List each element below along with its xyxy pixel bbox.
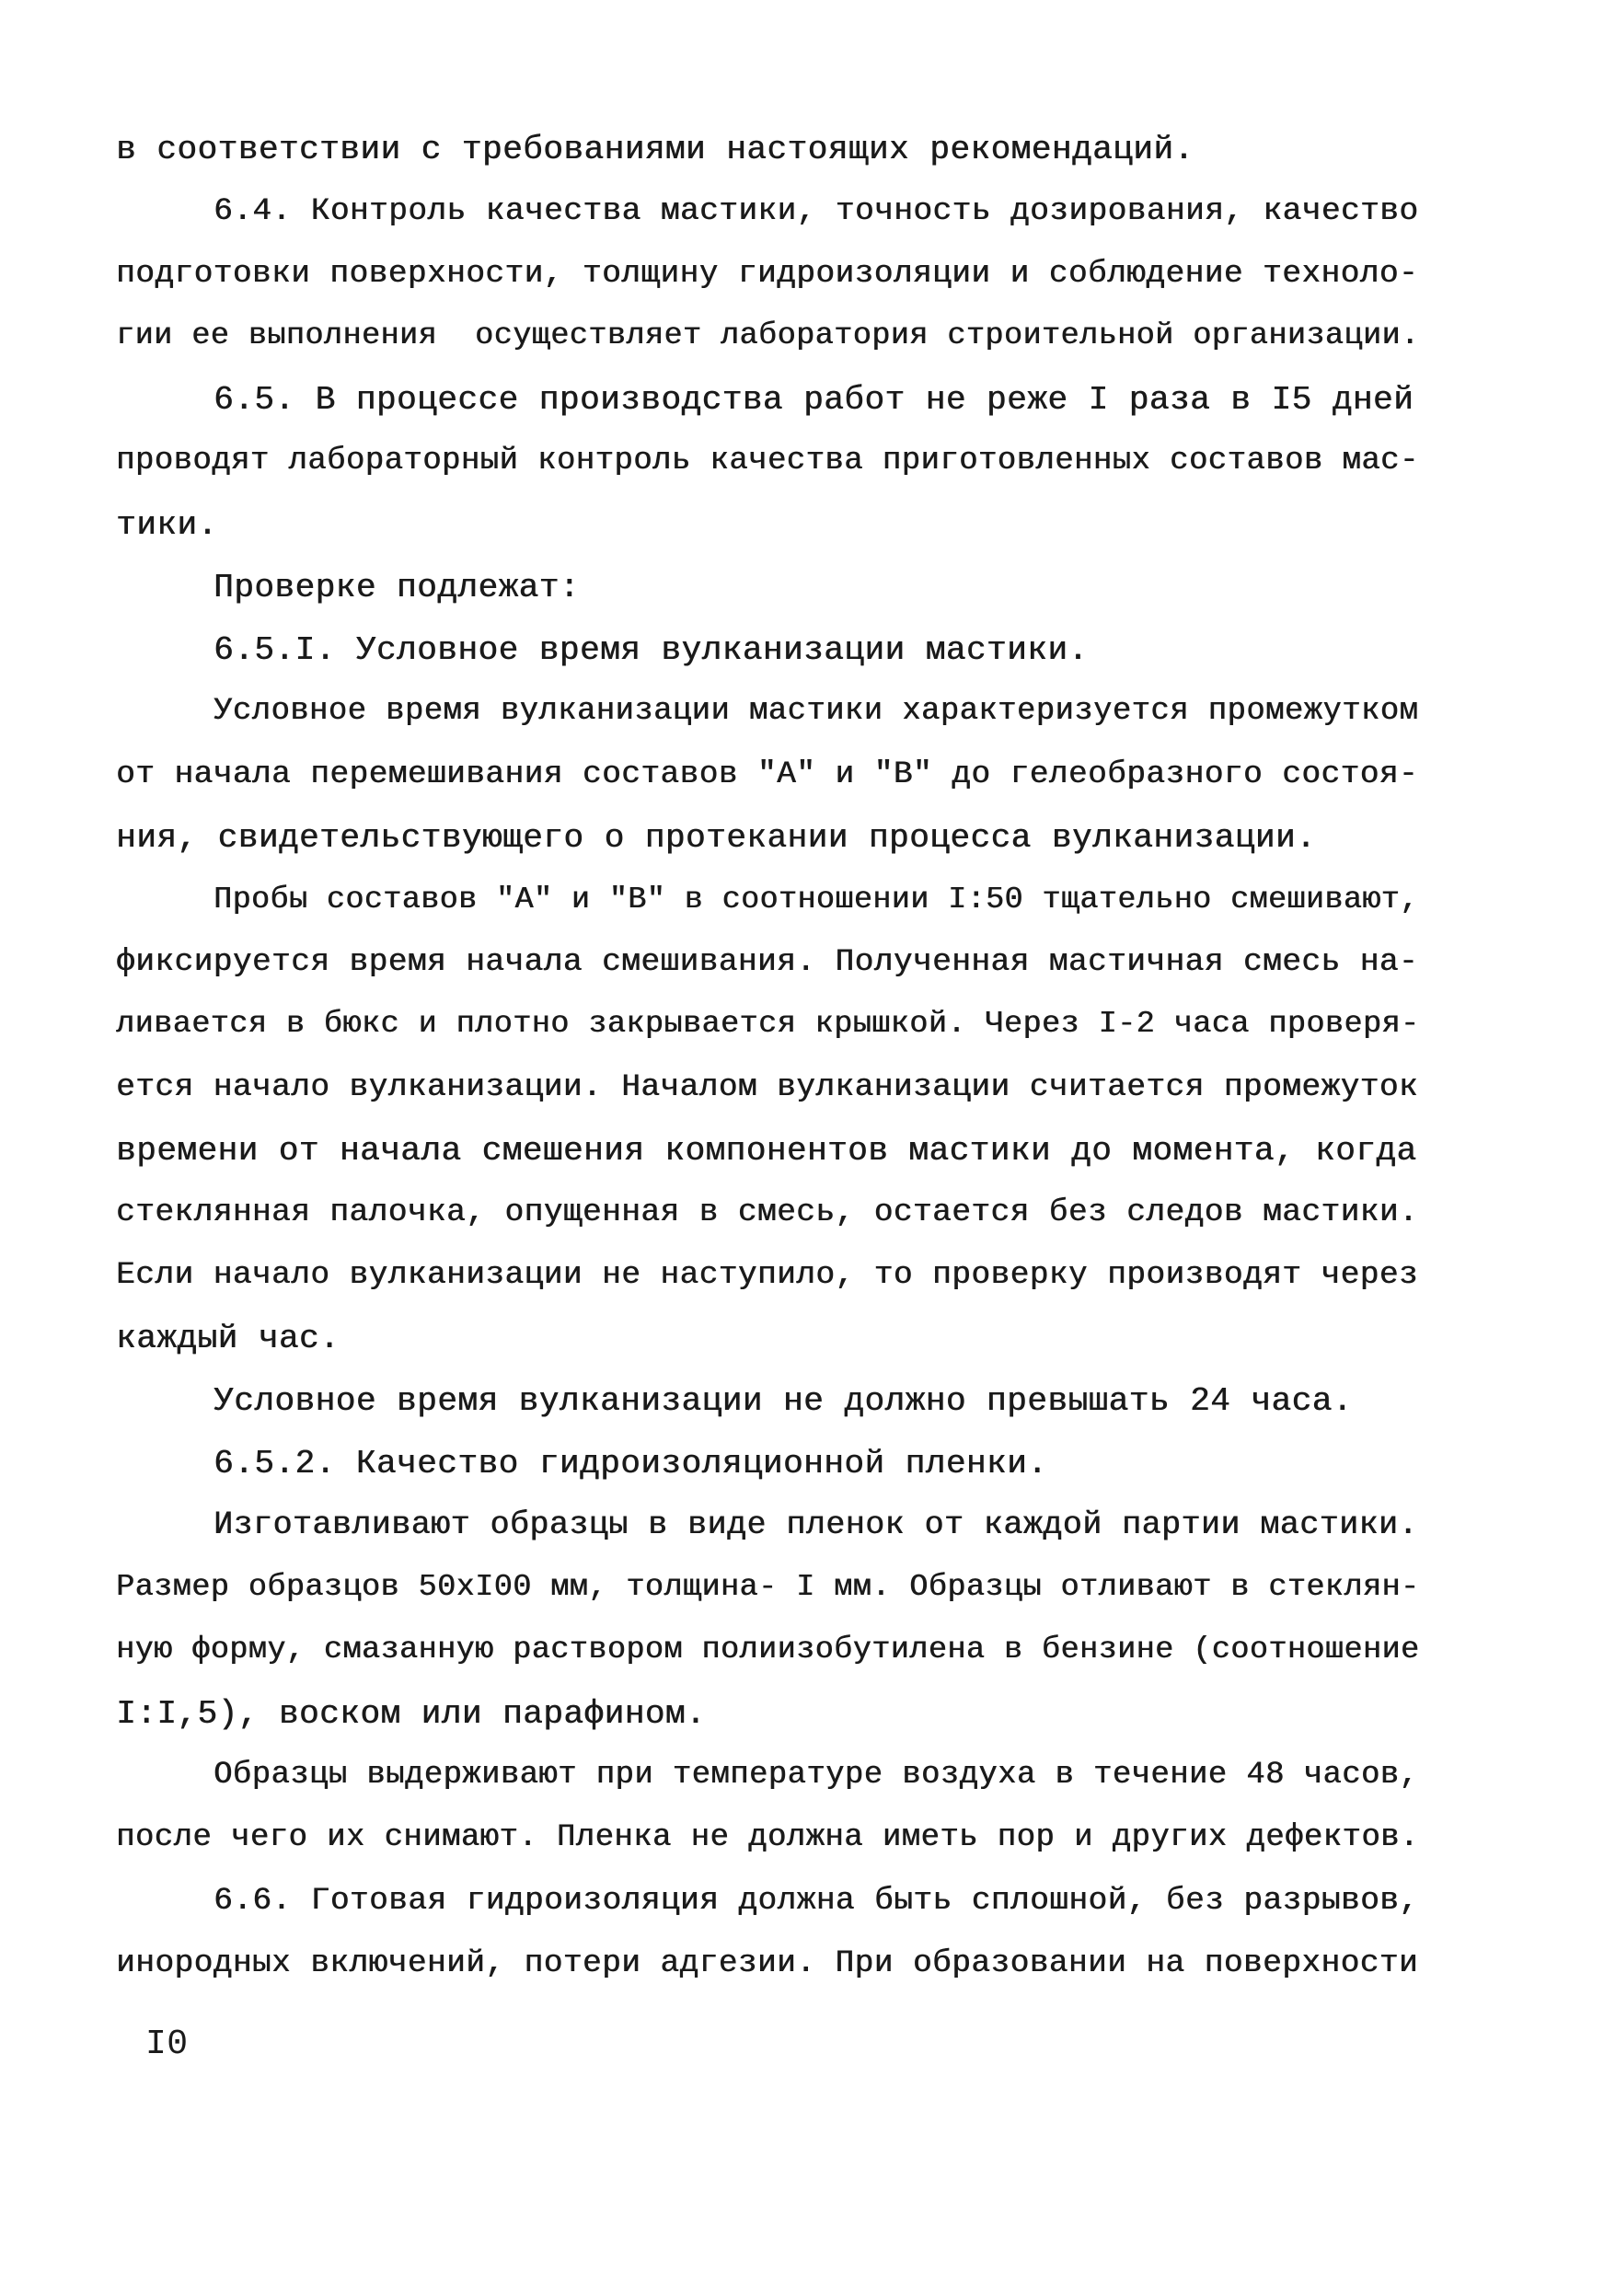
text-line: 6.5.2. Качество гидроизоляционной пленки. xyxy=(213,1445,1048,1483)
text-line: I:I,5), воском или парафином. xyxy=(116,1695,707,1733)
text-line: ния, свидетельствующего о протекании процесса вулканизации. xyxy=(116,819,1317,857)
text-line: ную форму, смазанную раствором полиизобутилена в бензине (соотношение xyxy=(116,1633,1420,1667)
text-line: Размер образцов 50хI00 мм, толщина- I мм. Образцы отливают в стеклян- xyxy=(116,1570,1420,1605)
text-line: 6.6. Готовая гидроизоляция должна быть сплошной, без разрывов, xyxy=(213,1883,1419,1919)
text-line: каждый час. xyxy=(116,1320,340,1357)
text-line: Пробы составов "А" и "В" в соотношении I:50 тщательно смешивают, xyxy=(213,882,1419,917)
text-line: Проверке подлежат: xyxy=(213,569,580,606)
text-line: в соответствии с требованиями настоящих рекомендаций. xyxy=(116,131,1194,168)
text-line: проводят лабораторный контроль качества приготовленных составов мас- xyxy=(116,444,1419,479)
text-line: Образцы выдерживают при температуре воздуха в течение 48 часов, xyxy=(213,1758,1419,1793)
text-line: фиксируется время начала смешивания. Полученная мастичная смесь на- xyxy=(116,944,1418,980)
text-line: времени от начала смешения компонентов мастики до момента, когда xyxy=(116,1132,1417,1170)
text-line: ется начало вулканизации. Началом вулканизации считается промежуток xyxy=(116,1069,1418,1105)
text-line: 6.5. В процессе производства работ не реже I раза в I5 дней xyxy=(213,381,1414,419)
text-line: Если начало вулканизации не наступило, то проверку производят через xyxy=(116,1257,1418,1293)
text-line: гии ее выполнения осуществляет лаборатория строительной организации. xyxy=(116,318,1420,353)
text-line: Условное время вулканизации мастики характеризуется промежутком xyxy=(213,694,1419,729)
text-line: подготовки поверхности, толщину гидроизоляции и соблюдение техноло- xyxy=(116,256,1418,292)
text-line: стеклянная палочка, опущенная в смесь, остается без следов мастики. xyxy=(116,1194,1418,1230)
text-line: тики. xyxy=(116,506,218,544)
text-line: 6.4. Контроль качества мастики, точность дозирования, качество xyxy=(213,193,1419,229)
text-line: ливается в бюкс и плотно закрывается крышкой. Через I-2 часа проверя- xyxy=(116,1007,1420,1042)
text-line: Изготавливают образцы в виде пленок от каждой партии мастики. xyxy=(213,1507,1418,1543)
text-line: инородных включений, потери адгезии. При образовании на поверхности xyxy=(116,1945,1418,1981)
text-line: Условное время вулканизации не должно превышать 24 часа. xyxy=(213,1382,1353,1420)
text-line: 6.5.I. Условное время вулканизации мастики. xyxy=(213,631,1089,669)
page-number: I0 xyxy=(145,2025,189,2064)
text-line: после чего их снимают. Пленка не должна иметь пор и других дефектов. xyxy=(116,1820,1419,1855)
text-line: от начала перемешивания составов "А" и "В" до гелеобразного состоя- xyxy=(116,756,1418,792)
